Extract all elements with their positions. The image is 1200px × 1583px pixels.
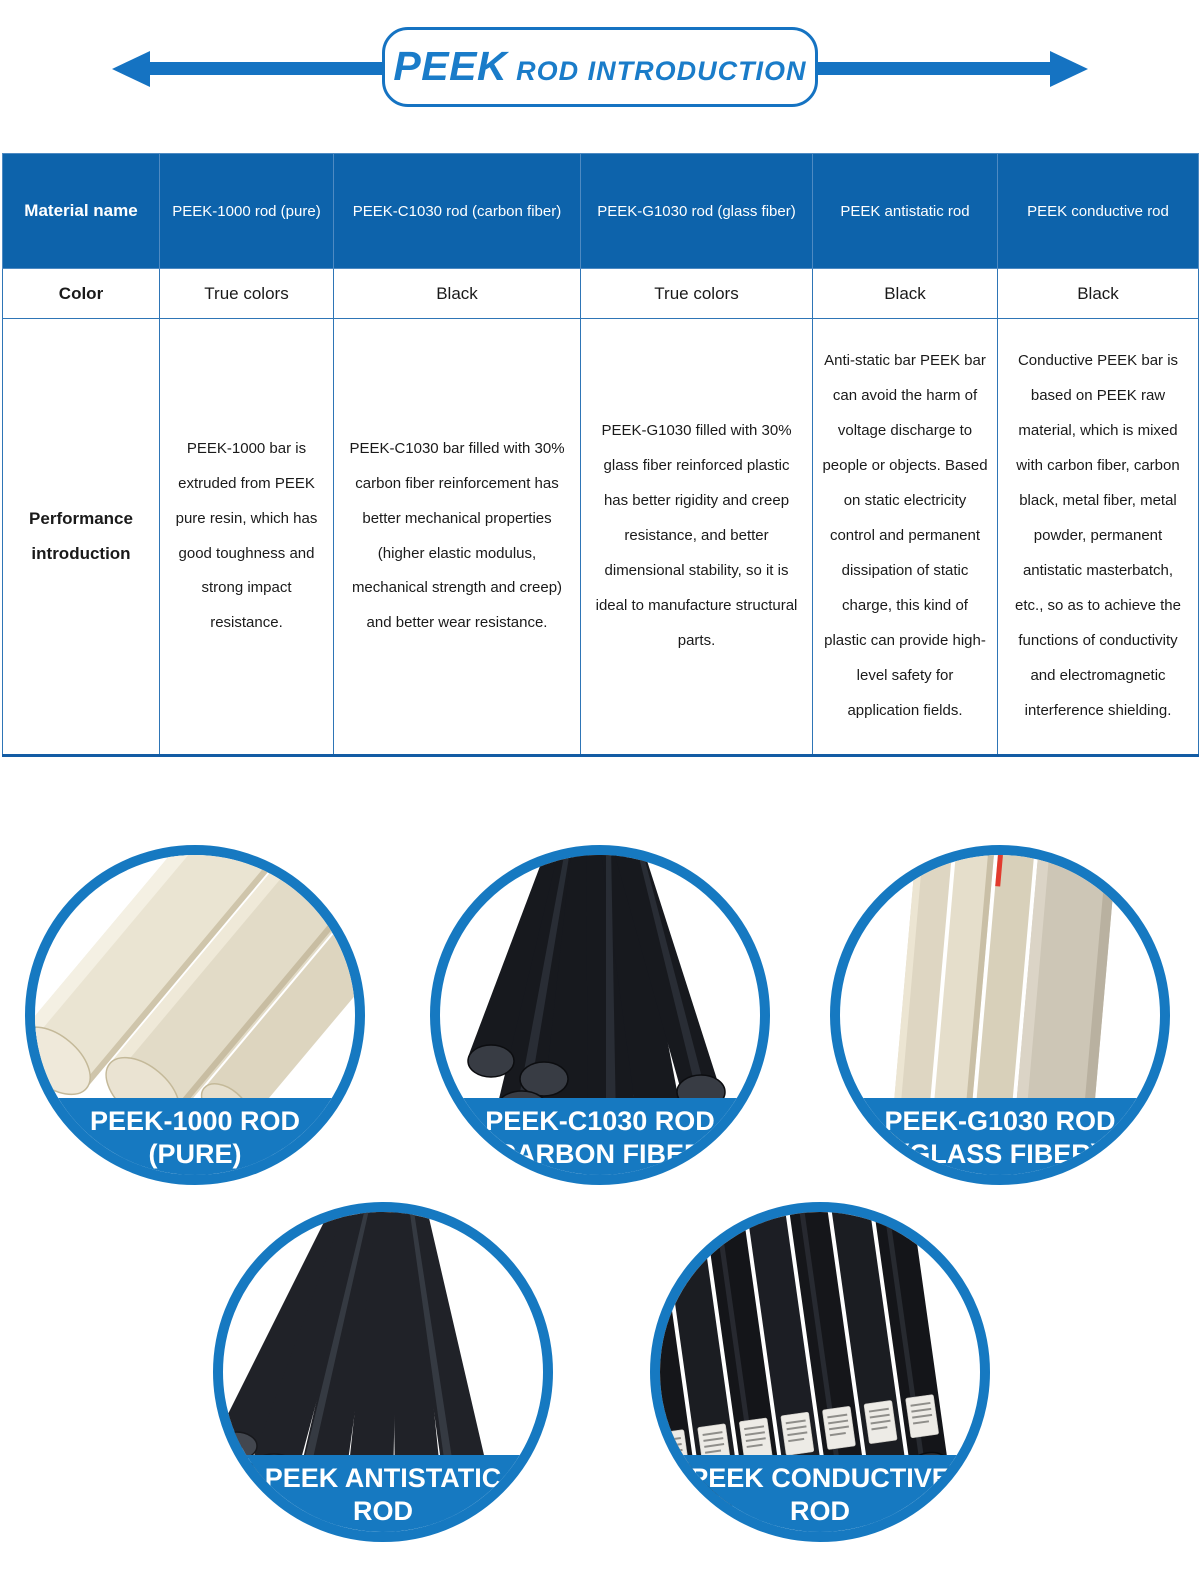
header-material-name: Material name bbox=[3, 154, 160, 269]
product-gallery bbox=[0, 750, 1200, 1583]
product-comparison-table bbox=[2, 153, 1199, 757]
color-value-peek-1000: True colors bbox=[160, 269, 334, 319]
page-title-secondary: ROD INTRODUCTION bbox=[516, 56, 807, 86]
product-card-peek-g1030-glass bbox=[830, 845, 1170, 1185]
header-peek-antistatic: PEEK antistatic rod bbox=[813, 154, 998, 269]
product-label-line1: PEEK-G1030 ROD bbox=[884, 1106, 1116, 1136]
header-peek-g1030: PEEK-G1030 rod (glass fiber) bbox=[581, 154, 813, 269]
color-value-peek-antistatic: Black bbox=[813, 269, 998, 319]
product-label-line2: (CARBON FIBER) bbox=[487, 1139, 713, 1169]
product-label-line1: PEEK ANTISTATIC bbox=[264, 1463, 502, 1493]
page-header-banner bbox=[0, 0, 1200, 150]
arrow-left-icon bbox=[112, 51, 150, 87]
performance-peek-conductive: Conductive PEEK bar is based on PEEK raw material, which is mixed with carbon fiber, carbon black, metal fiber, metal powder, permanent antistatic masterbatch, etc., so as to achieve the functions of conductivity and electromagnetic interference shielding. bbox=[998, 319, 1199, 756]
arrow-right-icon bbox=[1050, 51, 1088, 87]
performance-peek-1000: PEEK-1000 bar is extruded from PEEK pure resin, which has good toughness and strong impact resistance. bbox=[160, 319, 334, 756]
product-label-band bbox=[223, 1455, 543, 1532]
product-card-peek-antistatic bbox=[213, 1202, 553, 1542]
color-value-peek-c1030: Black bbox=[334, 269, 581, 319]
product-label-line1: PEEK-C1030 ROD bbox=[485, 1106, 715, 1136]
header-peek-conductive: PEEK conductive rod bbox=[998, 154, 1199, 269]
header-peek-c1030: PEEK-C1030 rod (carbon fiber) bbox=[334, 154, 581, 269]
table-color-row bbox=[3, 269, 1199, 319]
performance-peek-c1030: PEEK-C1030 bar filled with 30% carbon fiber reinforcement has better mechanical properties (higher elastic modulus, mechanical strength and creep) and better wear resistance. bbox=[334, 319, 581, 756]
performance-peek-antistatic: Anti-static bar PEEK bar can avoid the harm of voltage discharge to people or objects. Based on static electricity control and permanent dissipation of static charge, this kind of plastic can provide high-level safety for application fields. bbox=[813, 319, 998, 756]
product-label-line2: (PURE) bbox=[148, 1139, 242, 1169]
product-label-line2: (GLASS FIBER) bbox=[900, 1139, 1100, 1169]
product-label-band bbox=[840, 1098, 1160, 1175]
table-performance-row bbox=[3, 319, 1199, 756]
performance-peek-g1030: PEEK-G1030 filled with 30% glass fiber reinforced plastic has better rigidity and creep resistance, and better dimensional stability, so it is ideal to manufacture structural parts. bbox=[581, 319, 813, 756]
product-label-line1: PEEK-1000 ROD bbox=[89, 1106, 301, 1136]
product-card-peek-c1030-carbon bbox=[430, 845, 770, 1185]
table-header-row bbox=[3, 154, 1199, 269]
color-value-peek-g1030: True colors bbox=[581, 269, 813, 319]
product-label-band bbox=[660, 1455, 980, 1532]
product-label-line1: PEEK CONDUCTIVE bbox=[690, 1463, 950, 1493]
header-peek-1000: PEEK-1000 rod (pure) bbox=[160, 154, 334, 269]
comparison-table-wrapper bbox=[2, 153, 1198, 757]
color-row-label: Color bbox=[3, 269, 160, 319]
product-label-band bbox=[440, 1098, 760, 1175]
page-title-primary: PEEK bbox=[393, 43, 508, 89]
performance-row-label: Performance introduction bbox=[3, 319, 160, 756]
page-title bbox=[382, 27, 818, 107]
product-label-band bbox=[35, 1098, 355, 1175]
color-value-peek-conductive: Black bbox=[998, 269, 1199, 319]
product-label-line2: ROD bbox=[790, 1496, 850, 1526]
product-card-peek-1000-pure bbox=[25, 845, 365, 1185]
product-label-line2: ROD bbox=[353, 1496, 413, 1526]
product-card-peek-conductive bbox=[650, 1202, 990, 1542]
